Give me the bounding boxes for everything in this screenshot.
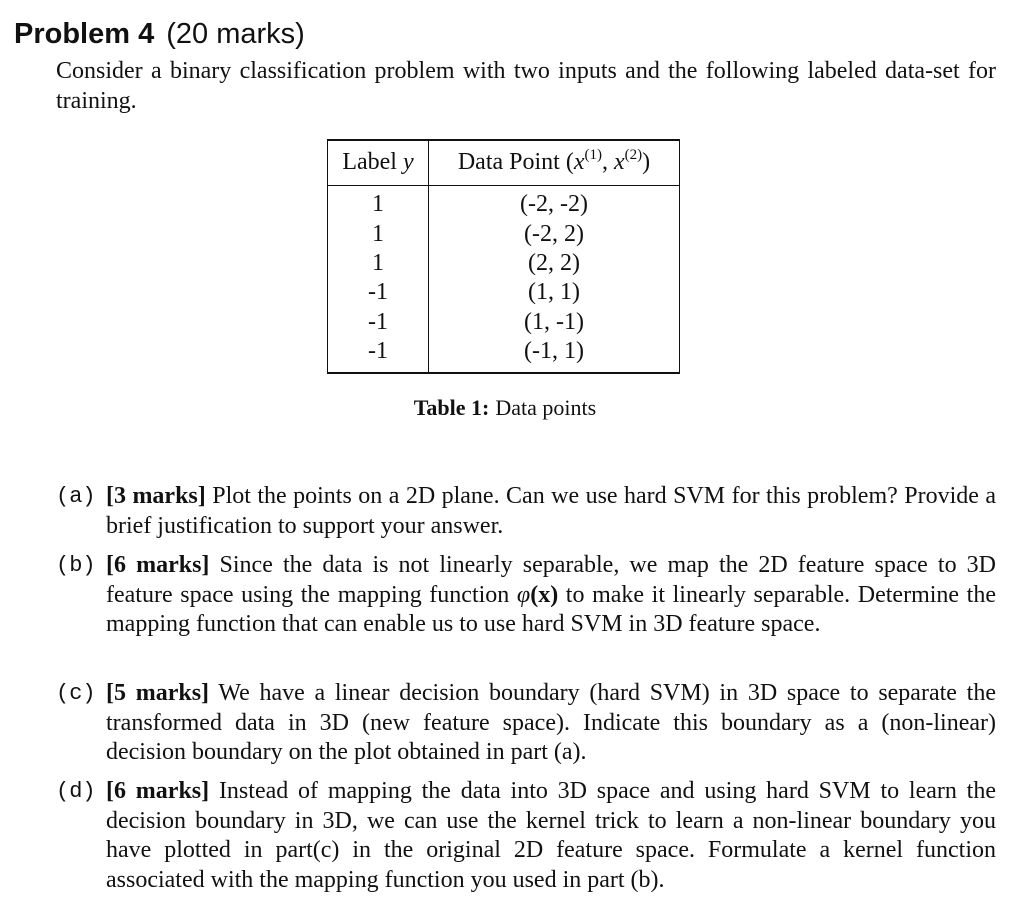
data-table-container <box>327 139 680 374</box>
row-point: (1, -1) <box>429 308 680 337</box>
question-b-id: (b) <box>56 553 96 578</box>
problem-intro: Consider a binary classification problem with two inputs and the following labeled data-set for training. <box>56 58 996 114</box>
table-row <box>328 337 680 373</box>
caption-text: Data points <box>495 395 597 420</box>
header-point-x1: x <box>573 148 585 175</box>
table-row <box>328 278 680 307</box>
header-label-text: Label <box>342 148 397 175</box>
row-label: 1 <box>328 219 429 248</box>
row-label: -1 <box>328 337 429 373</box>
question-b-marks: [6 marks] <box>106 552 210 578</box>
row-point: (-2, -2) <box>429 186 680 220</box>
row-label: -1 <box>328 308 429 337</box>
data-table <box>327 139 680 374</box>
question-a-id: (a) <box>56 484 96 509</box>
header-point-close: ) <box>642 148 651 175</box>
phi-argument: (x) <box>530 581 559 608</box>
table-row <box>328 186 680 220</box>
table-row <box>328 219 680 248</box>
question-d-body <box>106 777 996 895</box>
question-a-marks: [3 marks] <box>106 483 206 509</box>
problem-marks: (20 marks) <box>166 18 305 50</box>
question-d-text: Instead of mapping the data into 3D space and using hard SVM to learn the decision boundary in 3D, we can use the kernel trick to learn a non-linear boundary you have plotted in part(c) in the original 2D feature space. Formulate a kernel function associated with the mapping function you used in part (b). <box>106 778 996 893</box>
row-label: -1 <box>328 278 429 307</box>
question-c-text: We have a linear decision boundary (hard SVM) in 3D space to separate the transformed data in 3D (new feature space). Indicate this boundary as a (non-linear) decision boundary on the plot obtained in part (a). <box>106 680 996 765</box>
row-point: (1, 1) <box>429 278 680 307</box>
question-c <box>56 679 996 768</box>
row-point: (-2, 2) <box>429 219 680 248</box>
row-label: 1 <box>328 249 429 278</box>
question-b-text-after: to make it linearly separable. Determine the mapping function that can enable us to use hard SVM in 3D feature space. <box>106 581 997 637</box>
problem-heading <box>14 18 305 51</box>
header-label-var: y <box>402 148 414 175</box>
question-d-marks: [6 marks] <box>106 778 210 804</box>
question-d <box>56 777 996 895</box>
header-point-x2: x <box>613 148 625 175</box>
question-c-body <box>106 679 996 768</box>
question-b-text-before: Since the data is not linearly separable, we map the 2D feature space to 3D feature space using the mapping function <box>106 552 997 608</box>
table-caption <box>0 395 1010 421</box>
header-point-text: Data Point ( <box>457 148 574 175</box>
header-point-sup2: (2) <box>624 146 643 163</box>
header-label <box>328 140 429 186</box>
table-row <box>328 249 680 278</box>
question-b-body <box>106 551 996 640</box>
header-data-point <box>429 140 680 186</box>
table-header-row <box>328 140 680 186</box>
table-row <box>328 308 680 337</box>
header-point-sep: , <box>601 148 614 175</box>
question-a-body <box>106 482 996 541</box>
question-d-id: (d) <box>56 779 96 804</box>
problem-title: Problem 4 <box>14 18 155 50</box>
phi-symbol: φ <box>516 581 531 608</box>
question-b <box>56 551 996 640</box>
header-point-sup1: (1) <box>584 146 602 163</box>
row-point: (2, 2) <box>429 249 680 278</box>
question-a <box>56 482 996 541</box>
row-point: (-1, 1) <box>429 337 680 373</box>
row-label: 1 <box>328 186 429 220</box>
question-c-marks: [5 marks] <box>106 680 210 706</box>
caption-label: Table 1: <box>413 395 490 420</box>
question-a-text: Plot the points on a 2D plane. Can we use hard SVM for this problem? Provide a brief justification to support your answer. <box>106 483 996 539</box>
question-c-id: (c) <box>56 681 96 706</box>
